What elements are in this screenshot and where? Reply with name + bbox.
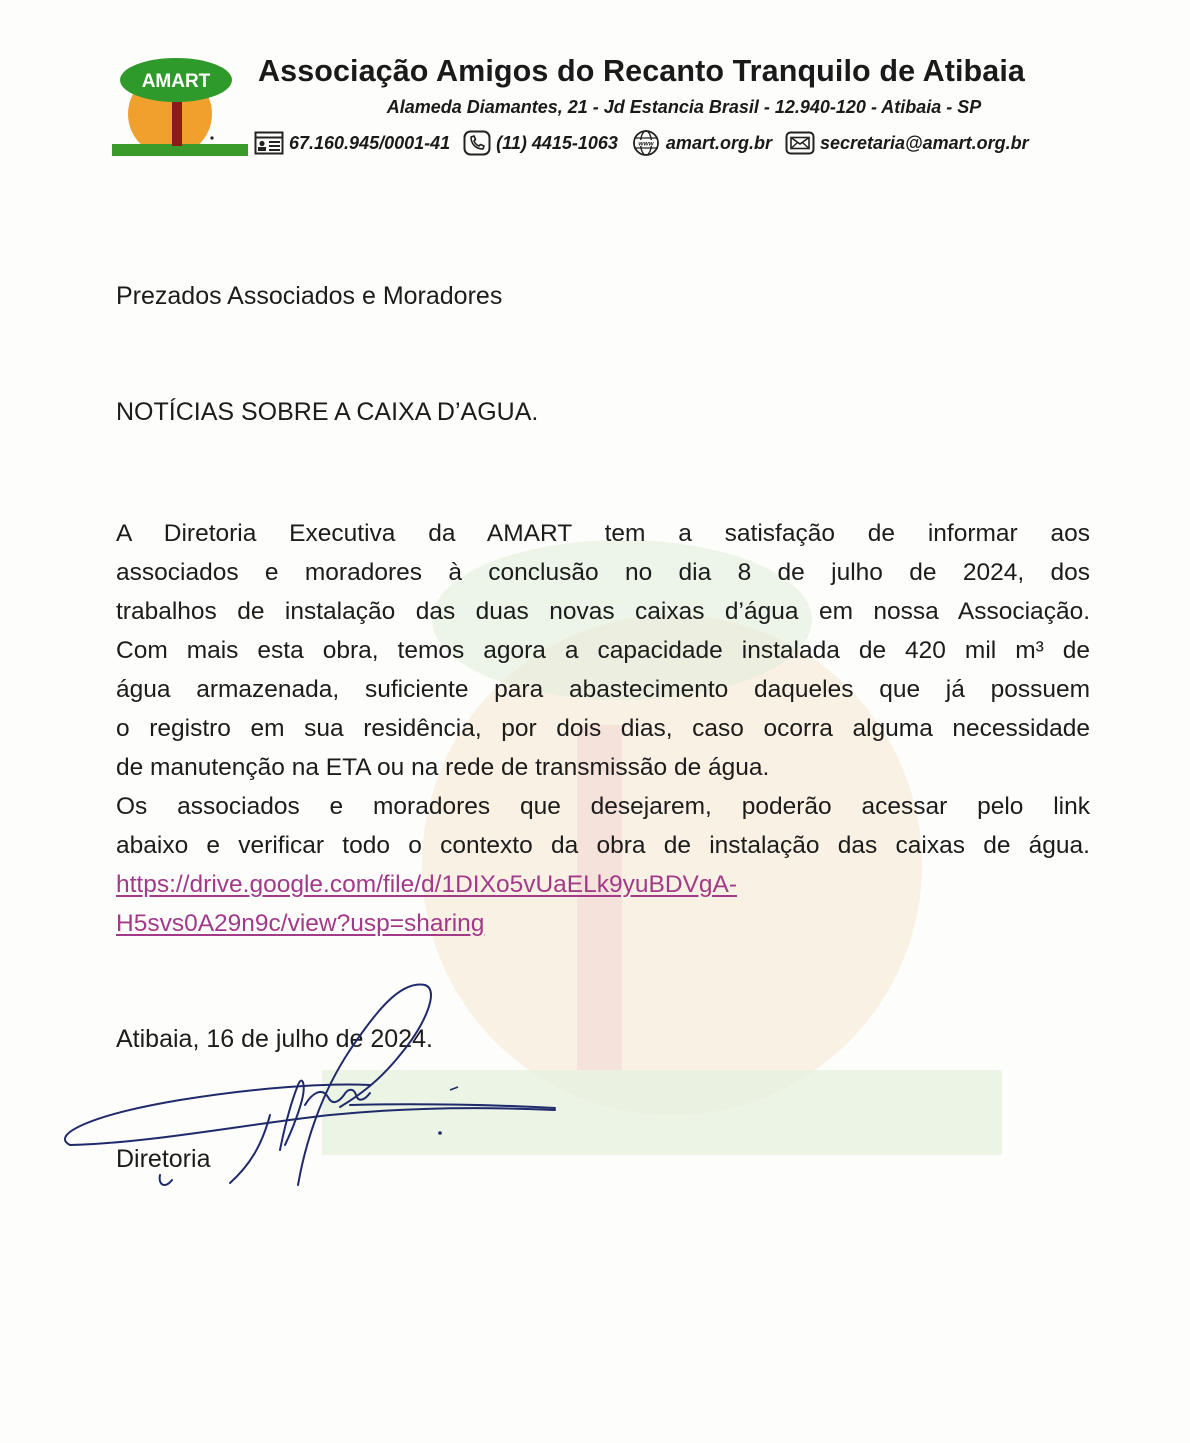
email-contact[interactable] <box>785 131 1029 155</box>
body-line: abaixo e verificar todo o contexto da obra de instalação das caixas de água. <box>116 832 1090 859</box>
body-line: associados e moradores à conclusão no dia 8 de julho de 2024, dos <box>116 559 1090 586</box>
organization-address: Alameda Diamantes, 21 - Jd Estancia Brasil - 12.940-120 - Atibaia - SP <box>386 97 982 117</box>
globe-www-icon <box>631 129 661 157</box>
subject: NOTÍCIAS SOBRE A CAIXA D’AGUA. <box>116 398 539 426</box>
body-line: A Diretoria Executiva da AMART tem a satisfação de informar aos <box>116 520 1090 547</box>
envelope-icon <box>785 131 815 155</box>
body-line: Com mais esta obra, temos agora a capacidade instalada de 420 mil m³ de <box>116 637 1090 664</box>
svg-text:www: www <box>638 140 654 148</box>
cnpj-text: 67.160.945/0001-41 <box>289 132 451 153</box>
logo-text: AMART <box>141 71 211 92</box>
signatory: Diretoria <box>116 1145 211 1173</box>
amart-logo <box>112 52 248 158</box>
cnpj-contact <box>254 131 450 155</box>
phone-text: (11) 4415-1063 <box>496 132 618 153</box>
body-line: o registro em sua residência, por dois dias, caso ocorra alguma necessidade <box>116 715 1090 742</box>
body-line: água armazenada, suficiente para abastecimento daqueles que já possuem <box>116 676 1090 703</box>
body-line: Os associados e moradores que desejarem, poderão acessar pelo link <box>116 793 1090 820</box>
body-line: trabalhos de instalação das duas novas caixas d’água em nossa Associação. <box>116 598 1090 625</box>
greeting: Prezados Associados e Moradores <box>116 282 503 310</box>
website-contact[interactable] <box>631 129 772 157</box>
website-text[interactable]: amart.org.br <box>665 132 772 153</box>
drive-link-line-2[interactable]: H5svs0A29n9c/view?usp=sharing <box>116 910 485 937</box>
body-line: de manutenção na ETA ou na rede de transmissão de água. <box>116 754 770 781</box>
phone-icon <box>463 130 491 156</box>
organization-name: Associação Amigos do Recanto Tranquilo de Atibaia <box>258 54 1025 88</box>
phone-contact <box>463 130 618 156</box>
date-line: Atibaia, 16 de julho de 2024. <box>116 1025 433 1053</box>
email-text[interactable]: secretaria@amart.org.br <box>819 132 1029 153</box>
contact-row <box>254 128 1029 158</box>
letter-body <box>116 514 1090 943</box>
handwritten-signature <box>30 975 570 1195</box>
id-card-icon <box>254 131 284 155</box>
drive-link-line-1[interactable]: https://drive.google.com/file/d/1DIXo5vUaELk9yuBDVgA- <box>116 871 737 898</box>
